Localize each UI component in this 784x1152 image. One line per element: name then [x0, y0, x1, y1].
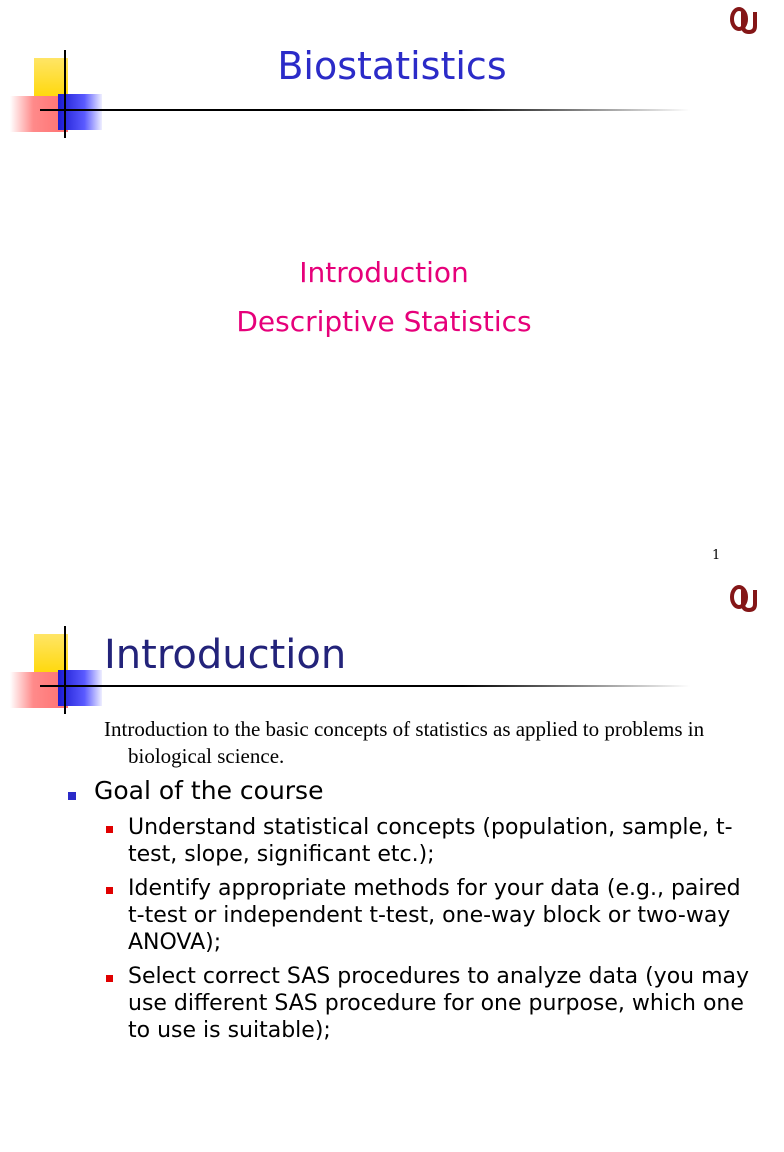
- list-item: [100, 875, 750, 956]
- ou-logo-icon: [730, 584, 756, 612]
- subtitle-descriptive-statistics: Descriptive Statistics: [236, 305, 532, 338]
- title-underline: [40, 109, 690, 111]
- bullet-icon: [106, 826, 113, 833]
- bullet-icon: [106, 887, 113, 894]
- slide-title: Biostatistics: [277, 44, 507, 88]
- goal-list: [100, 814, 750, 1051]
- intro-paragraph: Introduction to the basic concepts of statistics as applied to problems in biological science.: [104, 717, 705, 768]
- goal-heading: Goal of the course: [94, 776, 324, 805]
- goal-item-text: Understand statistical concepts (population, sample, t-test, slope, significant etc.);: [128, 815, 733, 867]
- title-underline: [40, 685, 690, 687]
- corner-decoration: [0, 576, 110, 676]
- goal-item-text: Identify appropriate methods for your data (e.g., paired t-test or independent t-test, one-way block or two-way ANOVA);: [128, 876, 741, 955]
- bullet-icon: [106, 975, 113, 982]
- list-item: [100, 814, 750, 868]
- page-number: 1: [712, 548, 721, 563]
- list-item: [100, 963, 750, 1044]
- slide-2: [0, 576, 768, 1152]
- ou-logo-icon: [730, 6, 756, 34]
- subtitle-introduction: Introduction: [299, 256, 469, 289]
- goal-item-text: Select correct SAS procedures to analyze data (you may use different SAS procedure for one purpose, which one to use is suitable);: [128, 964, 750, 1043]
- slide-1: [0, 0, 768, 576]
- slide-title: Introduction: [104, 632, 347, 678]
- bullet-icon: [68, 792, 76, 800]
